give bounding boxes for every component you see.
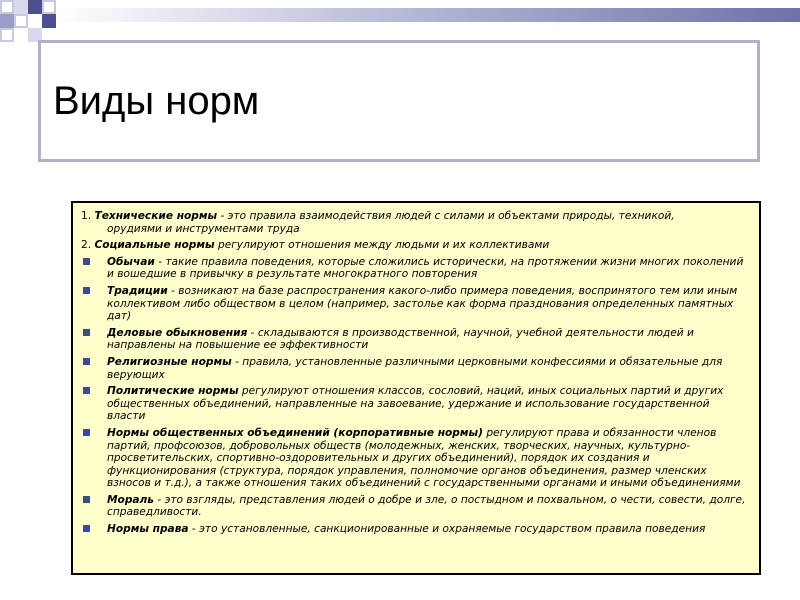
- item-text: - такие правила поведения, которые сложились исторически, на протяжении жизни многих поколений и вошедшие в привычку в результате многократного повторения: [107, 255, 744, 281]
- decor-square: [0, 0, 14, 14]
- square-bullet-icon: [83, 329, 90, 336]
- item-text: регулируют права и обязанности членов партий, профсоюзов, добровольных обществ (молодежных, женских, творческих, научных, культурно-просветительских, спортивно-оздоровительных и других объединений), порядок их создания и функционирования (структура, порядок управления, полномочие органов объединения, размер членских взносов и т.д.), а также отношения таких объединений с государственными органами и иными объединениями: [107, 426, 741, 490]
- list-item-social-norms: [81, 239, 751, 252]
- item-term: Обычаи: [107, 255, 155, 268]
- square-bullet-icon: [83, 387, 90, 394]
- title-box: [38, 40, 760, 162]
- decor-square: [42, 14, 56, 28]
- decor-square: [0, 28, 14, 42]
- square-bullet-icon: [83, 429, 90, 436]
- item-text-continued: орудиями и инструментами труда: [107, 222, 300, 235]
- item-term: Нормы права: [107, 523, 189, 536]
- square-bullet-icon: [83, 258, 90, 265]
- square-bullet-icon: [83, 525, 90, 532]
- item-text: регулируют отношения между людьми и их коллективами: [214, 239, 550, 252]
- item-text: - правила, установленные различными церковными конфессиями и обязательные для верующих: [107, 355, 723, 381]
- decor-square: [28, 0, 42, 14]
- decor-square: [0, 14, 14, 28]
- content-box: [71, 201, 761, 575]
- square-bullet-icon: [83, 287, 90, 294]
- item-term: Социальные нормы: [94, 239, 215, 252]
- square-bullet-icon: [83, 496, 90, 503]
- item-term: Деловые обыкновения: [107, 326, 248, 339]
- item-term: Мораль: [107, 493, 155, 506]
- decor-gradient-bar: [56, 8, 800, 22]
- list-item-technical-norms: [81, 210, 751, 235]
- item-text: - это взгляды, представления людей о добре и зле, о постыдном и похвальном, о чести, совести, долге, справедливости.: [107, 493, 746, 519]
- item-text: регулируют отношения классов, сословий, наций, иных социальных партий и других общественных объединений, направленные на завоевание, удержание и использование государственной власти: [107, 385, 724, 423]
- list-item-business-customs: [81, 327, 751, 352]
- item-term: Нормы общественных объединений (корпоративные нормы): [107, 426, 483, 439]
- list-item-morality: [81, 494, 751, 519]
- list-item-traditions: [81, 285, 751, 323]
- decor-square: [42, 0, 56, 14]
- list-item-legal-norms: [81, 523, 751, 536]
- item-text: - это правила взаимодействия людей с силами и объектами природы, техникой,: [217, 210, 675, 222]
- item-text: - складываются в производственной, научной, учебной деятельности людей и направлены на повышение ее эффективности: [107, 326, 694, 352]
- slide-title: Виды норм: [53, 79, 260, 123]
- item-number: 2.: [81, 239, 92, 252]
- item-text: - возникают на базе распространения какого-либо примера поведения, воспринятого тем или иным коллективом либо обществом в целом (например, застолье как форма празднования определенных памятных дат): [107, 284, 738, 323]
- list-item-customs: [81, 256, 751, 281]
- list-item-political-norms: [81, 385, 751, 423]
- list-item-corporate-norms: [81, 427, 751, 490]
- item-term: Политические нормы: [107, 385, 239, 398]
- list-item-religious-norms: [81, 356, 751, 381]
- item-term: Традиции: [107, 284, 168, 297]
- decor-square: [14, 14, 28, 28]
- decor-square: [14, 0, 28, 14]
- square-bullet-icon: [83, 358, 90, 365]
- item-number: 1.: [81, 210, 92, 222]
- item-term: Технические нормы: [94, 210, 218, 222]
- item-text: - это установленные, санкционированные и охраняемые государством правила поведения: [188, 523, 706, 536]
- item-term: Религиозные нормы: [107, 355, 232, 368]
